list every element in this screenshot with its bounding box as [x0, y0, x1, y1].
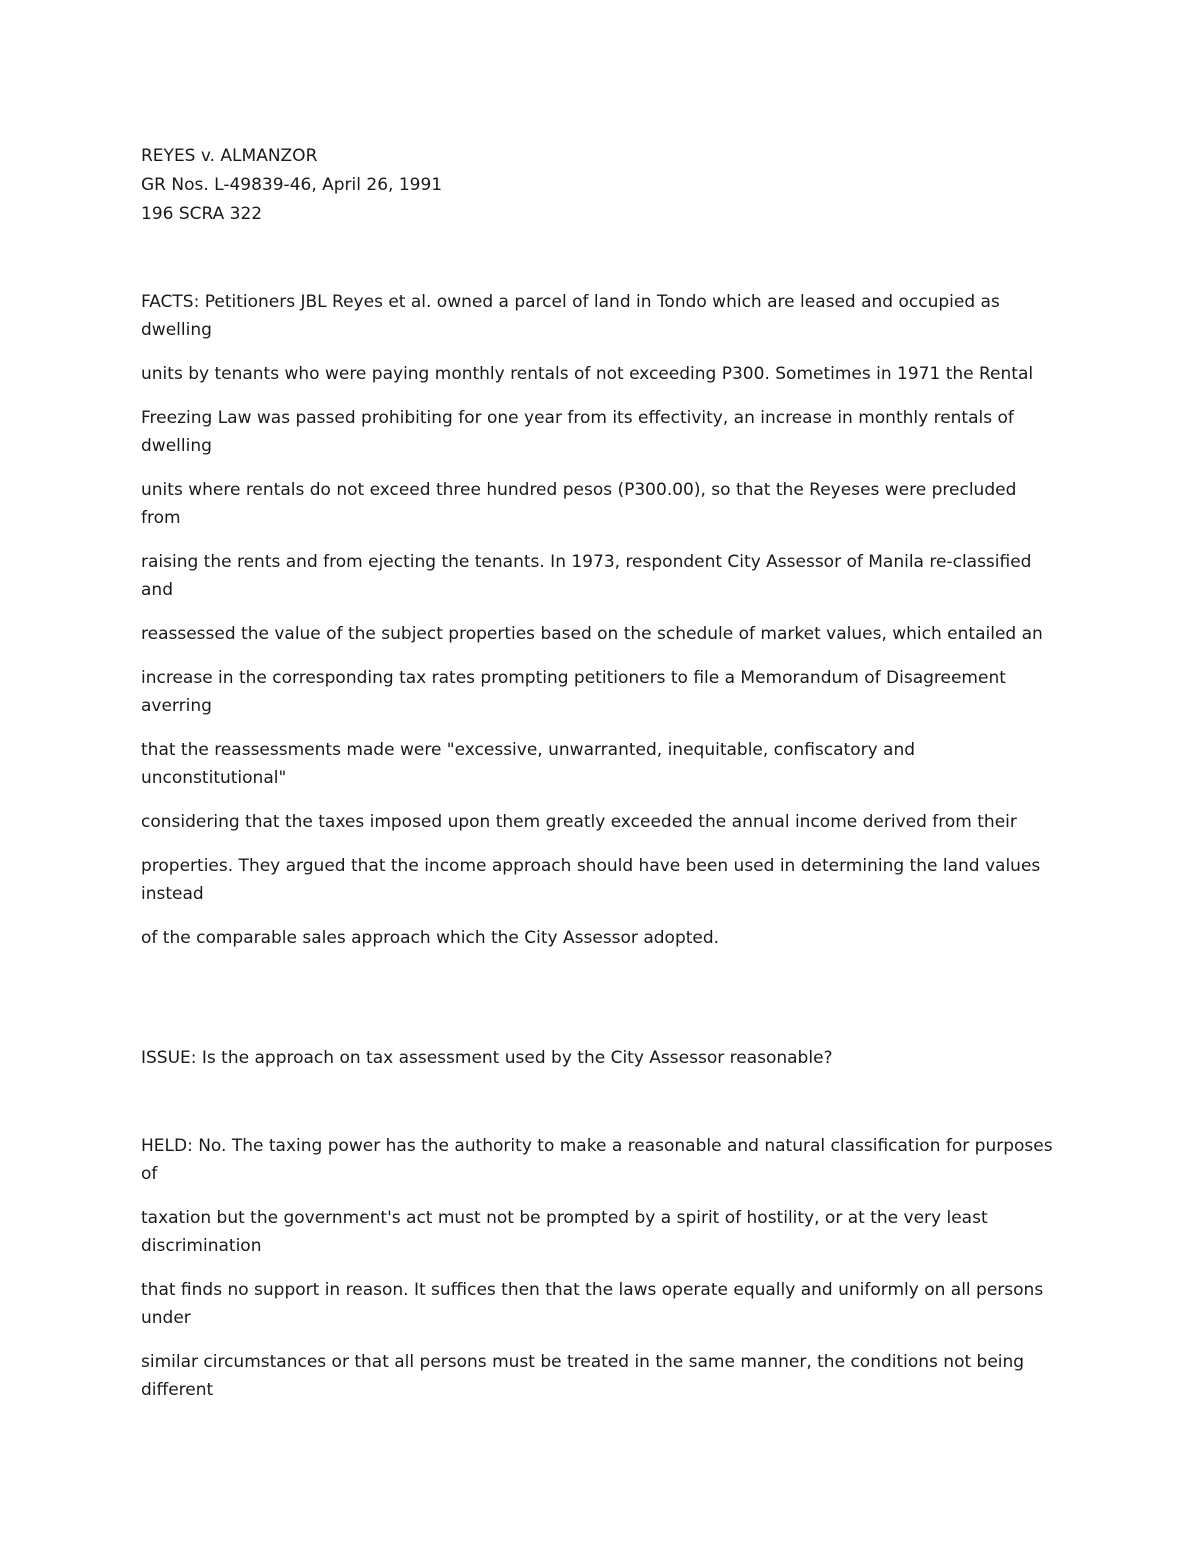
facts-paragraph: considering that the taxes imposed upon them greatly exceeded the annual income derived from their [141, 812, 1017, 832]
case-gr-number: GR Nos. L-49839-46, April 26, 1991 [141, 175, 443, 195]
facts-paragraph: units where rentals do not exceed three hundred pesos (P300.00), so that the Reyeses were precluded from [141, 480, 1017, 528]
held-paragraph: that finds no support in reason. It suffices then that the laws operate equally and uniformly on all persons under [141, 1280, 1044, 1328]
document-body [141, 142, 1061, 1400]
facts-paragraph: units by tenants who were paying monthly rentals of not exceeding P300. Sometimes in 1971 the Rental [141, 364, 1034, 384]
facts-paragraph: Freezing Law was passed prohibiting for one year from its effectivity, an increase in monthly rentals of dwelling [141, 408, 1014, 456]
facts-paragraph: that the reassessments made were "excessive, unwarranted, inequitable, confiscatory and unconstitutional" [141, 740, 916, 788]
held-paragraph: taxation but the government's act must not be prompted by a spirit of hostility, or at the very least discrimination [141, 1208, 988, 1256]
case-title: REYES v. ALMANZOR [141, 146, 318, 166]
facts-paragraph: FACTS: Petitioners JBL Reyes et al. owned a parcel of land in Tondo which are leased and occupied as dwelling [141, 292, 1000, 340]
facts-paragraph: increase in the corresponding tax rates prompting petitioners to file a Memorandum of Disagreement averring [141, 668, 1006, 716]
held-paragraph: similar circumstances or that all persons must be treated in the same manner, the conditions not being different [141, 1352, 1025, 1400]
facts-section [141, 288, 1061, 968]
held-paragraph: HELD: No. The taxing power has the authority to make a reasonable and natural classification for purposes of [141, 1136, 1053, 1184]
facts-paragraph: properties. They argued that the income approach should have been used in determining the land values instead [141, 856, 1041, 904]
issue-paragraph: ISSUE: Is the approach on tax assessment used by the City Assessor reasonable? [141, 1048, 833, 1068]
facts-paragraph: raising the rents and from ejecting the tenants. In 1973, respondent City Assessor of Manila re-classified and [141, 552, 1032, 600]
case-citation: 196 SCRA 322 [141, 204, 263, 224]
facts-paragraph: reassessed the value of the subject properties based on the schedule of market values, which entailed an [141, 624, 1043, 644]
issue-section [141, 1044, 1061, 1088]
facts-paragraph: of the comparable sales approach which the City Assessor adopted. [141, 928, 720, 948]
held-section [141, 1132, 1061, 1420]
case-caption [141, 142, 1061, 229]
